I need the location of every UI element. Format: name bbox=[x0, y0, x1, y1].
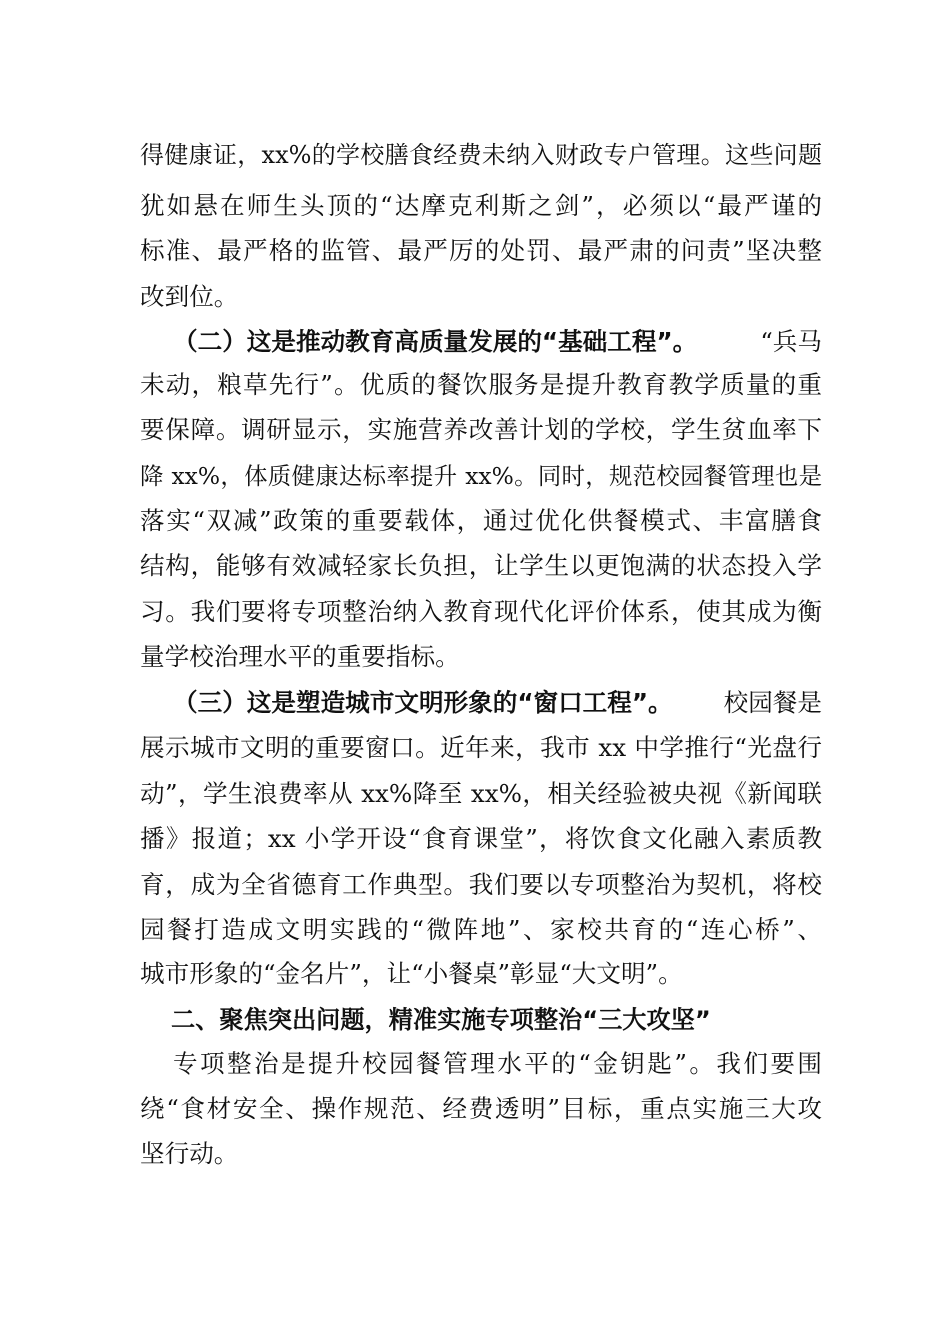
para2-line-3: 降 xx%，体质健康达标率提升 xx%。同时，规范校园餐管理也是 bbox=[140, 462, 822, 490]
para2-line-2: 要保障。调研显示，实施营养改善计划的学校，学生贫血率下 bbox=[140, 415, 822, 444]
para4-line-1: 专项整治是提升校园餐管理水平的“金钥匙”。我们要围 bbox=[173, 1049, 822, 1078]
para2-line-5: 结构，能够有效减轻家长负担，让学生以更饱满的状态投入学 bbox=[140, 551, 822, 580]
para2-line-7: 量学校治理水平的重要指标。 bbox=[140, 642, 460, 671]
para2-lead-title: （二）这是推动教育高质量发展的“基础工程”。 bbox=[173, 327, 698, 356]
para1-line-3: 标准、最严格的监管、最严厉的处罚、最严肃的问责”坚决整 bbox=[140, 236, 822, 265]
para3-lead-line bbox=[173, 680, 822, 726]
para3-lead-title: （三）这是塑造城市文明形象的“窗口工程”。 bbox=[173, 688, 673, 717]
para2-line-6: 习。我们要将专项整治纳入教育现代化评价体系，使其成为衡 bbox=[140, 597, 822, 626]
para4-line-2: 绕“食材安全、操作规范、经费透明”目标，重点实施三大攻 bbox=[140, 1094, 822, 1123]
para3-lead-rest: 校园餐是 bbox=[723, 688, 822, 717]
section-heading: 二、聚焦突出问题，精准实施专项整治“三大攻坚” bbox=[171, 1006, 711, 1034]
para1-line-1: 得健康证，xx%的学校膳食经费未纳入财政专户管理。这些问题 bbox=[140, 141, 822, 169]
para3-line-5: 园餐打造成文明实践的“微阵地”、家校共育的“连心桥”、 bbox=[140, 915, 822, 944]
para2-line-1: 未动，粮草先行”。优质的餐饮服务是提升教育教学质量的重 bbox=[140, 370, 822, 399]
para3-line-4: 育，成为全省德育工作典型。我们要以专项整治为契机，将校 bbox=[140, 870, 822, 899]
para3-line-2: 动”，学生浪费率从 xx%降至 xx%，相关经验被央视《新闻联 bbox=[140, 779, 822, 808]
para3-line-1: 展示城市文明的重要窗口。近年来，我市 xx 中学推行“光盘行 bbox=[140, 733, 822, 762]
para1-line-4: 改到位。 bbox=[140, 282, 239, 311]
para3-line-3: 播》报道；xx 小学开设“食育课堂”，将饮食文化融入素质教 bbox=[140, 824, 822, 853]
para2-line-4: 落实“双减”政策的重要载体，通过优化供餐模式、丰富膳食 bbox=[140, 506, 822, 535]
para2-lead-rest: “兵马 bbox=[760, 327, 822, 356]
para3-line-6: 城市形象的“金名片”，让“小餐桌”彰显“大文明”。 bbox=[140, 959, 683, 988]
para4-line-3: 坚行动。 bbox=[140, 1139, 239, 1168]
para1-line-2: 犹如悬在师生头顶的“达摩克利斯之剑”，必须以“最严谨的 bbox=[140, 191, 822, 220]
para2-lead-line bbox=[173, 319, 822, 365]
